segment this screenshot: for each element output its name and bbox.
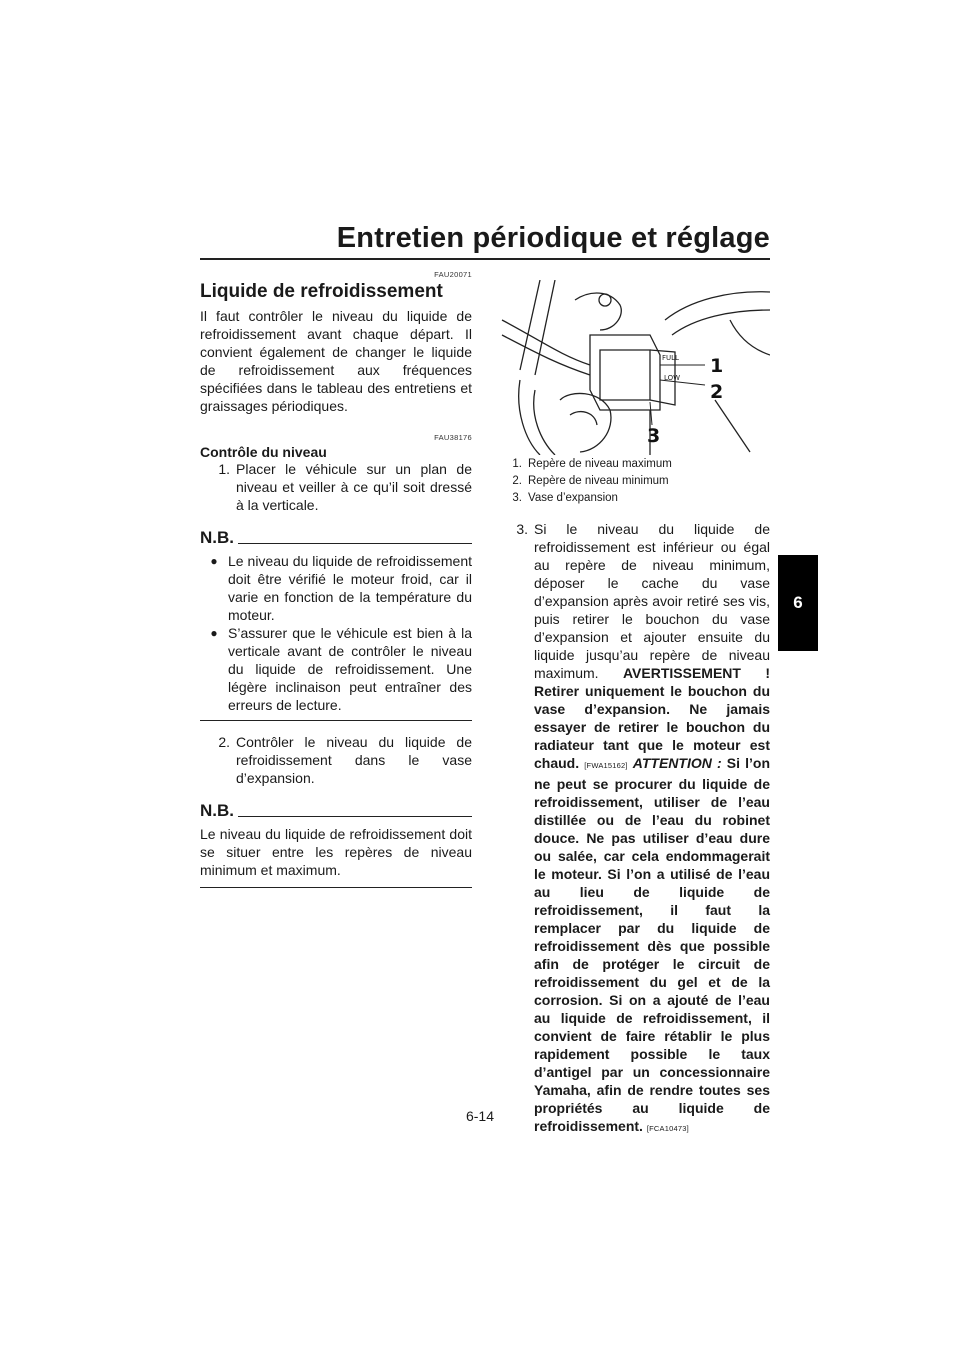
note-rule xyxy=(238,816,472,817)
caption-number: 2. xyxy=(512,475,522,487)
step-3 xyxy=(498,520,770,1138)
step-number: 1. xyxy=(218,461,230,477)
coolant-reservoir-figure xyxy=(500,280,770,455)
note-list xyxy=(200,552,472,714)
attention-code: [FCA10473] xyxy=(646,1124,689,1133)
note-end-rule xyxy=(200,887,472,888)
note-item-text: Le niveau du liquide de refroidissement doit être vérifié le moteur froid, car il varie en fonction de la température du moteur. xyxy=(228,553,472,623)
note-label: N.B. xyxy=(200,528,234,547)
full-mark-label: FULL xyxy=(662,354,679,362)
low-mark-label: LOW xyxy=(664,374,681,382)
attention-text: Si l’on ne peut se procurer du liquide de refroidissement, utiliser de l’eau distillée ou de l’eau du robinet douce. Ne pas utiliser d’eau dure ou salée, car cela endommagerait le moteur. Si l’on a utilisé de l’eau au lieu de liquide de refroidissement, il faut la remplacer par du liquide de refroidissement dès que possible afin de protéger le circuit de refroidissement du gel et de la corrosion. Si on a ajouté de l’eau au liquide de refroidissement, il convient de faire rétablir le plus rapidement possible le taux d’antigel par un concessionnaire Yamaha, afin de rendre toutes ses propriétés au liquide de refroidissement. xyxy=(534,755,771,1134)
caption-item xyxy=(500,456,770,473)
subsection-title: Contrôle du niveau xyxy=(200,444,327,460)
caption-item xyxy=(500,490,770,507)
intro-paragraph: Il faut contrôler le niveau du liquide de refroidissement avant chaque départ. Il convient également de changer le liquide de refroidissement aux fréquences spécifiées dans le tableau des entretiens et graissages périodiques. xyxy=(200,308,472,414)
page-title: Entretien périodique et réglage xyxy=(336,222,770,254)
note-item xyxy=(200,624,472,714)
caption-number: 3. xyxy=(512,492,522,504)
caption-item xyxy=(500,473,770,490)
step-number: 2. xyxy=(218,734,230,750)
attention-label: ATTENTION : xyxy=(632,755,722,771)
left-column xyxy=(200,270,472,888)
bullet-icon: ● xyxy=(210,554,218,568)
caption-number: 1. xyxy=(512,458,522,470)
step-3-instructions: Si le niveau du liquide de refroidissement est inférieur ou égal au repère de niveau minimum, déposer le cache du vase d’expansion après avoir retiré ses vis, puis retirer le bouchon du vase d’expansion et ajouter ensuite du liquide jusqu’au repère de niveau maximum. xyxy=(534,521,770,681)
warning-text: AVERTISSEMENT ! Retirer uniquement le bouchon du vase d’expansion. Ne jamais essayer de retirer le bouchon du radiateur tant que le moteur est chaud. xyxy=(534,665,771,771)
step-number: 3. xyxy=(516,521,528,537)
section-title: Liquide de refroidissement xyxy=(200,281,443,302)
right-column xyxy=(498,520,770,1138)
page-number: 6-14 xyxy=(465,1108,495,1124)
chapter-tab[interactable]: 6 xyxy=(778,555,818,651)
callout-2: 2 xyxy=(710,381,724,403)
note-item-text: S’assurer que le véhicule est bien à la verticale avant de contrôler le niveau du liquide de refroidissement. Une légère inclinaison peut entraîner des erreurs de lecture. xyxy=(228,625,472,713)
note-end-rule xyxy=(200,720,472,721)
reservoir-illustration xyxy=(500,280,770,455)
bullet-icon: ● xyxy=(210,626,218,640)
figure-captions xyxy=(500,456,770,507)
caption-text: Vase d’expansion xyxy=(528,492,618,504)
title-rule xyxy=(200,258,770,260)
step-2 xyxy=(200,733,472,787)
step-text xyxy=(534,520,770,1138)
step-text: Placer le véhicule sur un plan de niveau et veiller à ce qu’il soit dressé à la verticale. xyxy=(236,461,472,513)
note-label: N.B. xyxy=(200,801,234,820)
note-item xyxy=(200,552,472,624)
note-header xyxy=(200,528,472,548)
note-header xyxy=(200,801,472,821)
step-1 xyxy=(200,460,472,514)
warning-code: [FWA15162] xyxy=(584,761,628,770)
note-rule xyxy=(238,543,472,544)
reference-code: FAU38176 xyxy=(434,433,472,442)
caption-text: Repère de niveau maximum xyxy=(528,458,672,470)
callout-3: 3 xyxy=(647,425,661,447)
step-text: Contrôler le niveau du liquide de refroidissement dans le vase d’expansion. xyxy=(236,734,472,786)
note-text: Le niveau du liquide de refroidissement doit se situer entre les repères de niveau minimum et maximum. xyxy=(200,826,472,878)
callout-1: 1 xyxy=(710,355,724,377)
reference-code: FAU20071 xyxy=(434,270,472,279)
caption-text: Repère de niveau minimum xyxy=(528,475,669,487)
